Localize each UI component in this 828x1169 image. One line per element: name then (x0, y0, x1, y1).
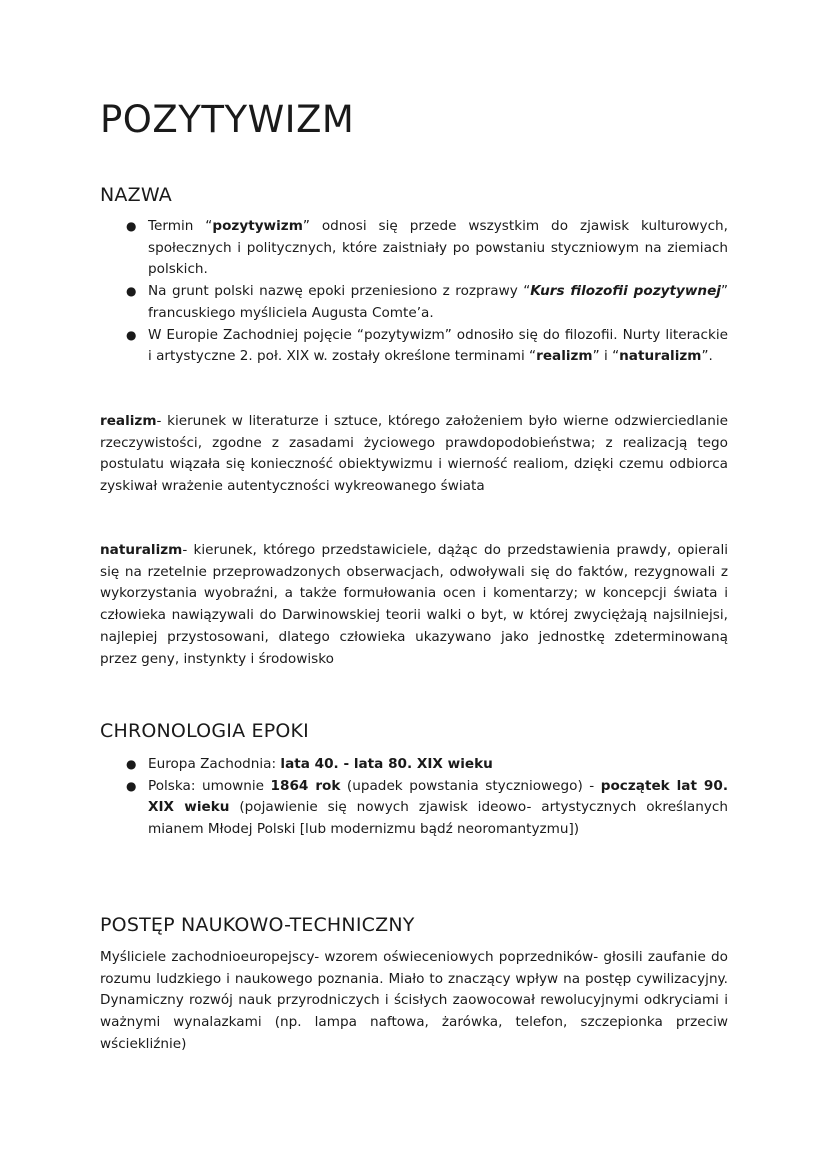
list-item: ● W Europie Zachodniej pojęcie “pozytywizm” odnosiło się do filozofii. Nurty literackie i artystyczne 2. poł. XIX w. zostały określone terminami “realizm” i “naturalizm”. (126, 326, 728, 365)
definition-paragraph: naturalizm- kierunek, którego przedstawiciele, dążąc do przedstawienia prawdy, opierali się na rzetelnie przeprowadzonych obserwacjach, odwoływali się do faktów, rezygnowali z wykorzystania wyobraźni, a także formułowania ocen i komentarzy; w koncepcji świata i człowieka nawiązywali do Darwinowskiej teorii walki o byt, w której zwyciężają najsilniejsi, najlepiej przystosowani, dlatego człowieka ukazywano jako jednostkę zdeterminowaną przez geny, instynkty i środowisko (100, 542, 728, 667)
definition-paragraph: realizm- kierunek w literaturze i sztuce, którego założeniem było wierne odzwierciedlanie rzeczywistości, zgodne z zasadami życiowego prawdopodobieństwa; z realizacją tego postulatu wiązała się konieczność obiektywizmu i wierność realiom, dzięki czemu odbiorca zyskiwał wrażenie autentyczności wykreowanego świata (100, 413, 728, 495)
bullet-icon: ● (126, 778, 137, 793)
date-range: lata 40. - lata 80. XIX wieku (280, 756, 493, 772)
definition-term: naturalizm (100, 542, 183, 558)
realizm-definition (100, 411, 728, 498)
book-title: Kurs filozofii pozytywnej (530, 283, 721, 300)
date-start: 1864 rok (270, 777, 341, 794)
chronologia-list-block (100, 754, 728, 841)
postep-paragraph-block (100, 947, 728, 1056)
chronologia-bullet-list (100, 754, 728, 841)
bullet-icon: ● (126, 284, 137, 299)
date-end: początek lat 90. XIX wieku (148, 777, 728, 816)
nazwa-bullet-list (100, 216, 728, 368)
section-heading-postep: POSTĘP NAUKOWO-TECHNICZNY (100, 914, 415, 936)
term-naturalizm: naturalizm (619, 348, 702, 365)
section-heading-nazwa: NAZWA (100, 184, 172, 206)
bullet-icon: ● (126, 757, 137, 771)
section-heading-chronologia: CHRONOLOGIA EPOKI (100, 720, 309, 742)
page-title: POZYTYWIZM (100, 98, 355, 141)
list-item: ● Na grunt polski nazwę epoki przeniesiono z rozprawy “Kurs filozofii pozytywnej” francuskiego myśliciela Augusta Comte’a. (126, 283, 728, 321)
list-item: ● Europa Zachodnia: lata 40. - lata 80. XIX wieku (100, 754, 728, 776)
naturalizm-definition (100, 540, 728, 670)
definition-term: realizm (100, 413, 157, 429)
bullet-icon: ● (126, 327, 137, 342)
postep-paragraph: Myśliciele zachodnioeuropejscy- wzorem oświeceniowych poprzedników- głosili zaufanie do rozumu ludzkiego i naukowego poznania. Miało to znaczący wpływ na postęp cywilizacyjny. Dynamiczny rozwój nauk przyrodniczych i ścisłych zaowocował rewolucyjnymi odkryciami i ważnymi wynalazkami (np. lampa naftowa, żarówka, telefon, szczepionka przeciw wściekliźnie) (100, 949, 728, 1052)
term-pozytywizm: pozytywizm (212, 218, 303, 234)
bullet-icon: ● (126, 219, 137, 233)
term-realizm: realizm (536, 348, 593, 365)
nazwa-list-block (100, 216, 728, 368)
list-item: ● Termin “pozytywizm” odnosi się przede wszystkim do zjawisk kulturowych, społecznych i politycznych, które zaistniały po powstaniu styczniowym na ziemiach polskich. (126, 218, 728, 278)
list-item: ● Polska: umownie 1864 rok (upadek powstania styczniowego) - początek lat 90. XIX wieku (pojawienie się nowych zjawisk ideowo- artystycznych określanych mianem Młodej Polski [lub modernizmu bądź neoromantyzmu]) (126, 777, 728, 838)
